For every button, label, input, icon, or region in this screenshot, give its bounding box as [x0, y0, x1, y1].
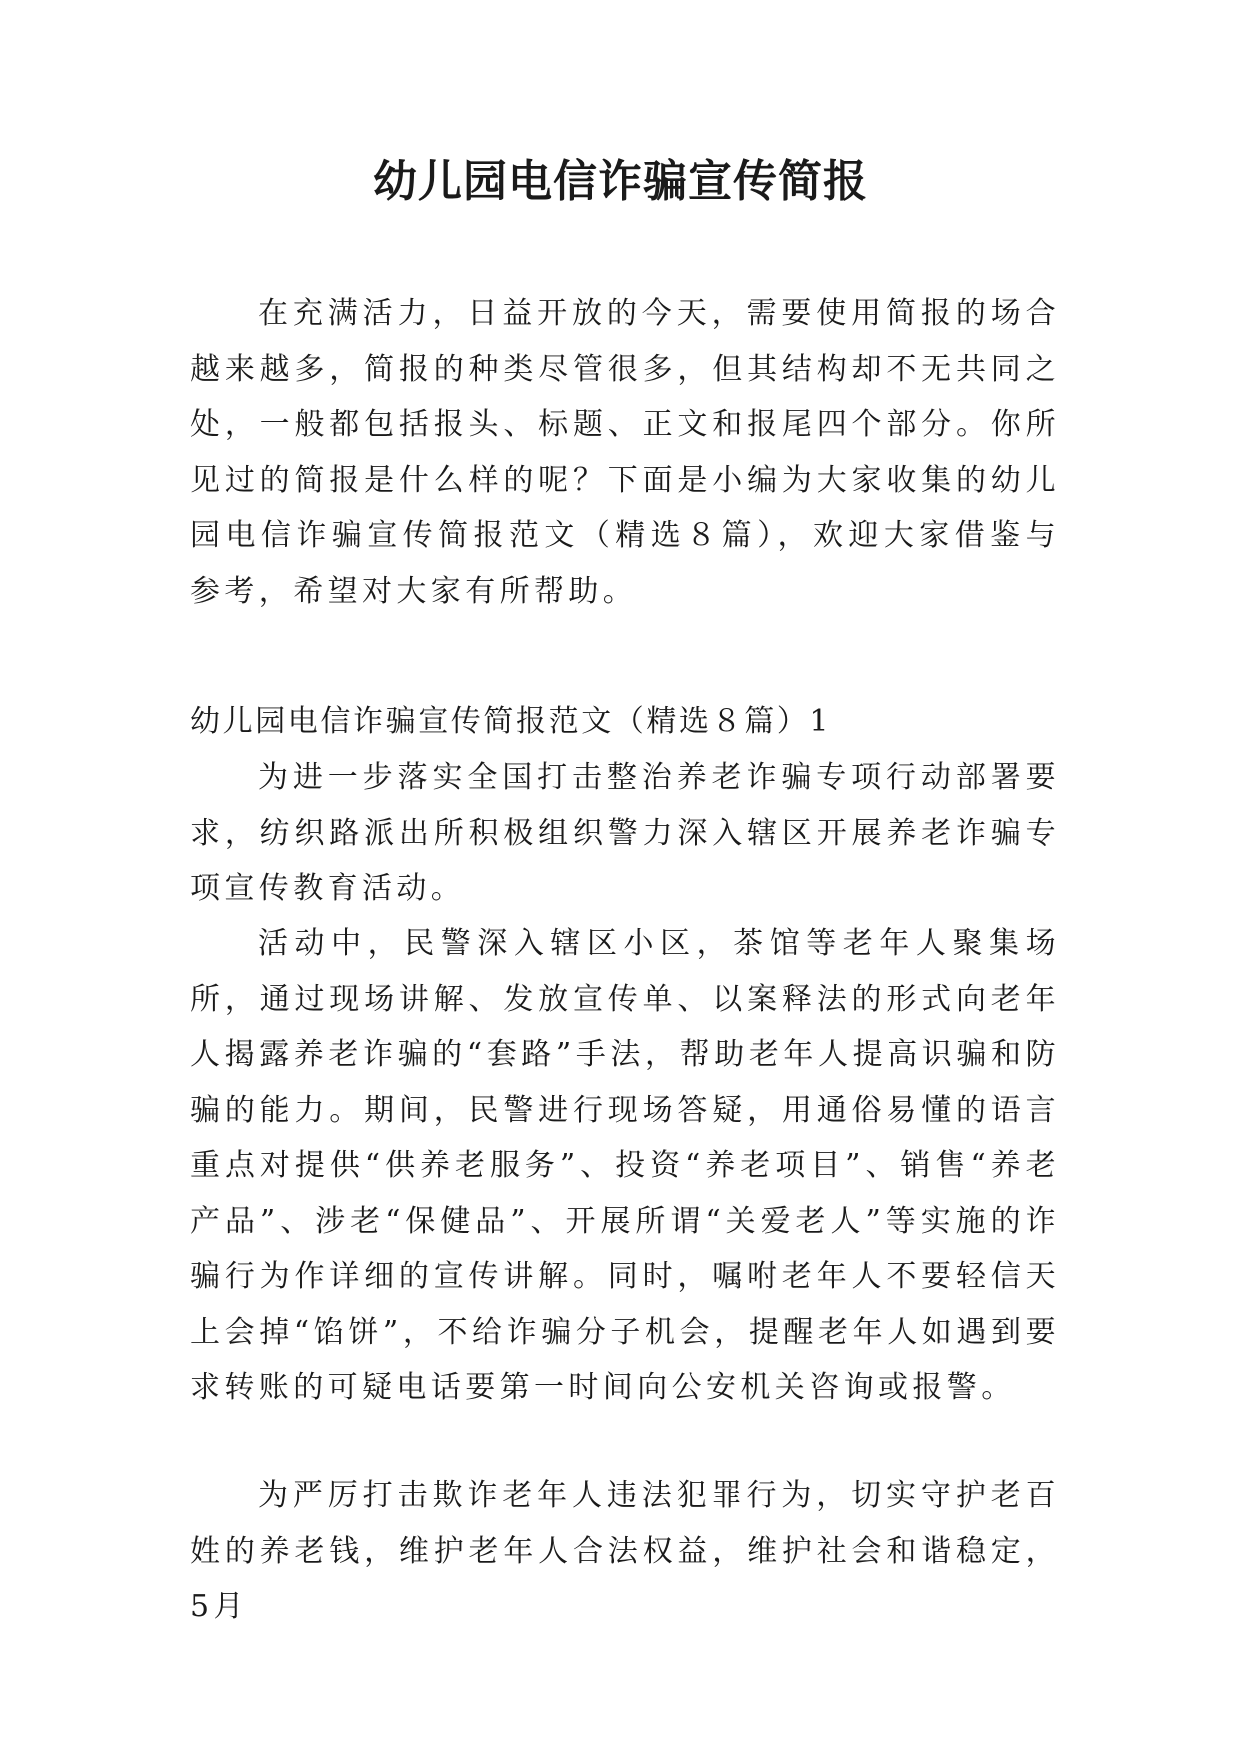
body-paragraph: 活动中，民警深入辖区小区，茶馆等老年人聚集场所，通过现场讲解、发放宣传单、以案释法的形式向老年人揭露养老诈骗的“套路”手法，帮助老年人提高识骗和防骗的能力。期间，民警进行现场答疑，用通俗易懂的语言重点对提供“供养老服务”、投资“养老项目”、销售“养老产品”、涉老“保健品”、开展所谓“关爱老人”等实施的诈骗行为作详细的宣传讲解。同时，嘱咐老年人不要轻信天上会掉“馅饼”，不给诈骗分子机会，提醒老年人如遇到要求转账的可疑电话要第一时间向公安机关咨询或报警。: [190, 926, 1060, 1405]
section-heading: 幼儿园电信诈骗宣传简报范文（精选８篇）1: [190, 704, 832, 739]
intro-paragraph: 在充满活力，日益开放的今天，需要使用简报的场合越来越多，简报的种类尽管很多，但其结构却不无共同之处，一般都包括报头、标题、正文和报尾四个部分。你所见过的简报是什么样的呢？下面是小编为大家收集的幼儿园电信诈骗宣传简报范文（精选８篇），欢迎大家借鉴与参考，希望对大家有所帮助。: [190, 296, 1060, 609]
body-paragraph: 为严厉打击欺诈老年人违法犯罪行为，切实守护老百姓的养老钱，维护老年人合法权益，维护社会和谐稳定，5月: [190, 1478, 1060, 1624]
body-paragraph: 为进一步落实全国打击整治养老诈骗专项行动部署要求，纺织路派出所积极组织警力深入辖区开展养老诈骗专项宣传教育活动。: [190, 760, 1060, 906]
document-title: 幼儿园电信诈骗宣传简报: [373, 156, 868, 207]
